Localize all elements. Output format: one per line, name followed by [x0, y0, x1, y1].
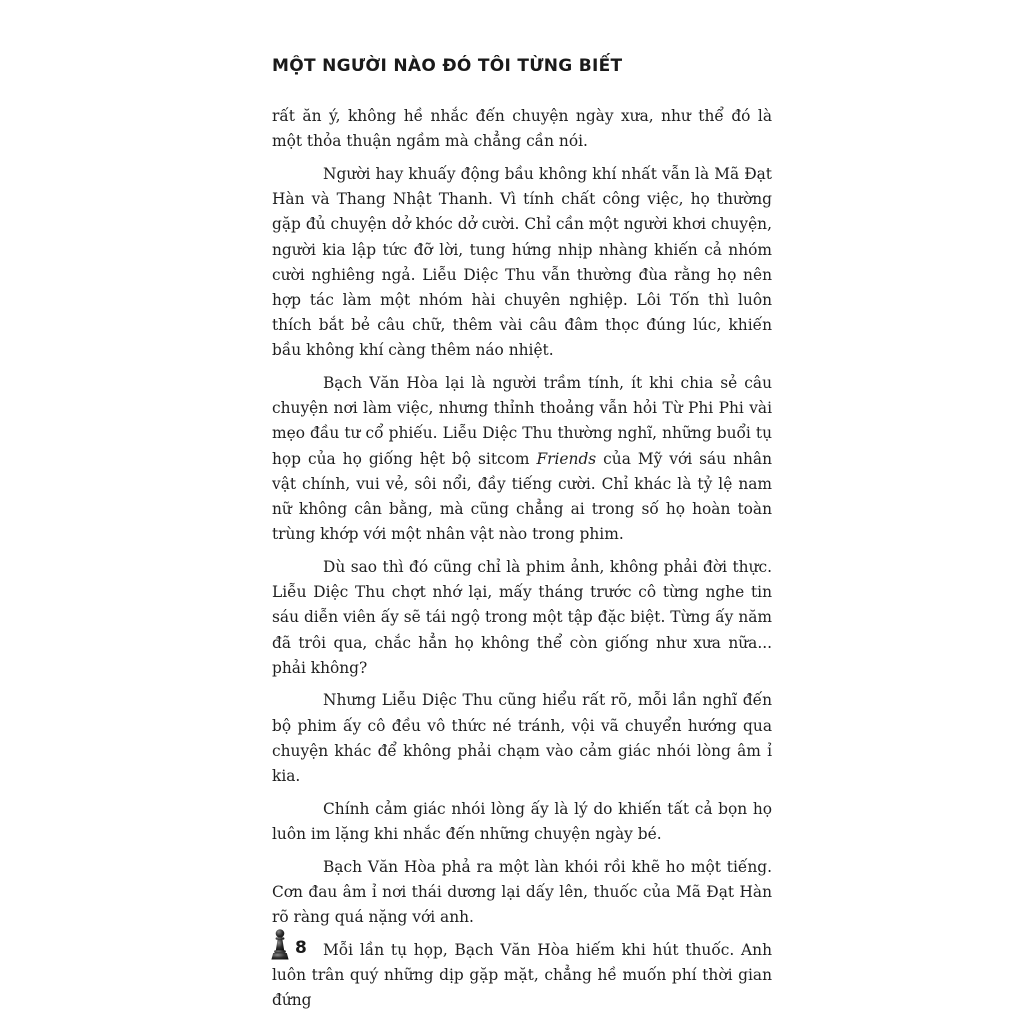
paragraph: Nhưng Liễu Diệc Thu cũng hiểu rất rõ, mỗi lần nghĩ đến bộ phim ấy cô đều vô thức né tránh, vội vã chuyển hướng qua chuyện khác để không phải chạm vào cảm giác nhói lòng âm ỉ kia. — [272, 691, 772, 786]
paragraph-text: của Mỹ với sáu nhân vật chính, vui vẻ, sôi nổi, đầy tiếng cười. Chỉ khác là tỷ lệ nam nữ không cân bằng, mà cũng chẳng ai trong số họ hoàn toàn trùng khớp với một nhân vật nào trong phim. — [272, 449, 772, 544]
paragraph-text: Bạch Văn Hòa lại là người trầm tính, ít khi chia sẻ câu chuyện nơi làm việc, nhưng thỉnh thoảng vẫn hỏi Từ Phi Phi vài mẹo đầu tư cổ phiếu. Liễu Diệc Thu thường nghĩ, những buổi tụ họp của họ giống hệt bộ sitcom — [272, 374, 772, 468]
paragraph: Dù sao thì đó cũng chỉ là phim ảnh, không phải đời thực. Liễu Diệc Thu chợt nhớ lại, mấy tháng trước cô từng nghe tin sáu diễn viên ấy sẽ tái ngộ trong một tập đặc biệt. Từng ấy năm đã trôi qua, chắc hẳn họ không thể còn giống như xưa nữa... phải không? — [272, 557, 772, 677]
body-text — [272, 104, 772, 1013]
paragraph: Mỗi lần tụ họp, Bạch Văn Hòa hiếm khi hút thuốc. Anh luôn trân quý những dịp gặp mặt, chẳng hề muốn phí thời gian đứng — [272, 940, 772, 1010]
paragraph-friends — [272, 371, 772, 547]
page-number: 8 — [295, 938, 307, 958]
chess-pawn-icon — [270, 928, 290, 960]
page-footer — [270, 926, 307, 960]
paragraph: Bạch Văn Hòa phả ra một làn khói rồi khẽ ho một tiếng. Cơn đau âm ỉ nơi thái dương lại dấy lên, thuốc của Mã Đạt Hàn rõ ràng quá nặng với anh. — [272, 857, 772, 927]
paragraph: rất ăn ý, không hề nhắc đến chuyện ngày xưa, như thể đó là một thỏa thuận ngầm mà chẳng cần nói. — [272, 107, 772, 151]
paragraph: Chính cảm giác nhói lòng ấy là lý do khiến tất cả bọn họ luôn im lặng khi nhắc đến những chuyện ngày bé. — [272, 799, 772, 843]
paragraph: Người hay khuấy động bầu không khí nhất vẫn là Mã Đạt Hàn và Thang Nhật Thanh. Vì tính chất công việc, họ thường gặp đủ chuyện dở khóc dở cười. Chỉ cần một người khơi chuyện, người kia lập tức đỡ lời, tung hứng nhịp nhàng khiến cả nhóm cười nghiêng ngả. Liễu Diệc Thu vẫn thường đùa rằng họ nên hợp tác làm một nhóm hài chuyên nghiệp. Lôi Tốn thì luôn thích bắt bẻ câu chữ, thêm vài câu đâm thọc đúng lúc, khiến bầu không khí càng thêm náo nhiệt. — [272, 164, 772, 360]
running-head-title: MỘT NGƯỜI NÀO ĐÓ TÔI TỪNG BIẾT — [272, 56, 623, 76]
italic-title: Friends — [536, 449, 597, 468]
